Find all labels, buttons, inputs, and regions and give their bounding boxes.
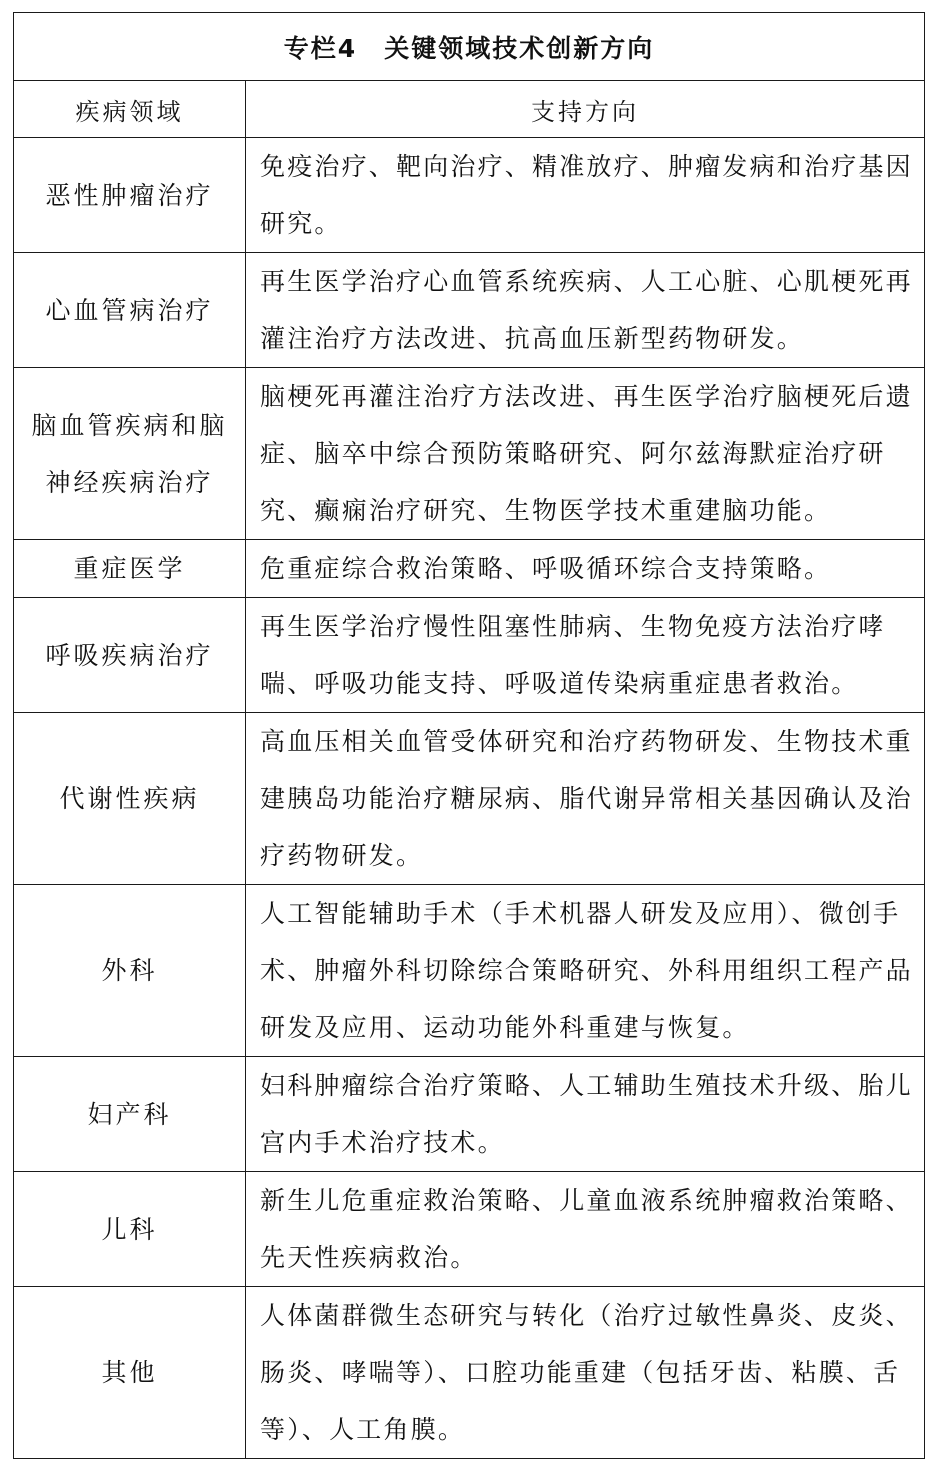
header-support-direction: 支持方向 <box>246 81 925 138</box>
support-direction-cell: 人体菌群微生态研究与转化（治疗过敏性鼻炎、皮炎、肠炎、哮喘等）、口腔功能重建（包括牙齿、粘膜、舌等）、人工角膜。 <box>246 1287 925 1459</box>
table-row <box>14 368 925 540</box>
title-row <box>14 13 925 81</box>
disease-area-cell: 恶性肿瘤治疗 <box>14 138 246 253</box>
support-direction-cell: 高血压相关血管受体研究和治疗药物研发、生物技术重建胰岛功能治疗糖尿病、脂代谢异常相关基因确认及治疗药物研发。 <box>246 713 925 885</box>
header-disease-area: 疾病领域 <box>14 81 246 138</box>
support-direction-cell: 脑梗死再灌注治疗方法改进、再生医学治疗脑梗死后遗症、脑卒中综合预防策略研究、阿尔兹海默症治疗研究、癫痫治疗研究、生物医学技术重建脑功能。 <box>246 368 925 540</box>
disease-area-cell: 代谢性疾病 <box>14 713 246 885</box>
support-direction-cell: 妇科肿瘤综合治疗策略、人工辅助生殖技术升级、胎儿宫内手术治疗技术。 <box>246 1057 925 1172</box>
table-row <box>14 540 925 598</box>
innovation-table-box <box>13 12 924 1459</box>
disease-area-cell: 重症医学 <box>14 540 246 598</box>
disease-area-cell: 其他 <box>14 1287 246 1459</box>
table-row <box>14 713 925 885</box>
support-direction-cell: 再生医学治疗心血管系统疾病、人工心脏、心肌梗死再灌注治疗方法改进、抗高血压新型药物研发。 <box>246 253 925 368</box>
innovation-table <box>13 12 925 1459</box>
table-row <box>14 253 925 368</box>
table-row <box>14 598 925 713</box>
disease-area-cell: 脑血管疾病和脑神经疾病治疗 <box>14 368 246 540</box>
disease-area-cell: 外科 <box>14 885 246 1057</box>
header-row <box>14 81 925 138</box>
support-direction-cell: 免疫治疗、靶向治疗、精准放疗、肿瘤发病和治疗基因研究。 <box>246 138 925 253</box>
disease-area-cell: 呼吸疾病治疗 <box>14 598 246 713</box>
disease-area-cell: 心血管病治疗 <box>14 253 246 368</box>
disease-area-cell: 儿科 <box>14 1172 246 1287</box>
table-row <box>14 138 925 253</box>
disease-area-cell: 妇产科 <box>14 1057 246 1172</box>
table-row <box>14 1057 925 1172</box>
table-row <box>14 885 925 1057</box>
table-row <box>14 1287 925 1459</box>
support-direction-cell: 人工智能辅助手术（手术机器人研发及应用）、微创手术、肿瘤外科切除综合策略研究、外科用组织工程产品研发及应用、运动功能外科重建与恢复。 <box>246 885 925 1057</box>
support-direction-cell: 危重症综合救治策略、呼吸循环综合支持策略。 <box>246 540 925 598</box>
table-row <box>14 1172 925 1287</box>
support-direction-cell: 新生儿危重症救治策略、儿童血液系统肿瘤救治策略、先天性疾病救治。 <box>246 1172 925 1287</box>
table-title: 专栏4 关键领域技术创新方向 <box>14 13 925 81</box>
support-direction-cell: 再生医学治疗慢性阻塞性肺病、生物免疫方法治疗哮喘、呼吸功能支持、呼吸道传染病重症患者救治。 <box>246 598 925 713</box>
